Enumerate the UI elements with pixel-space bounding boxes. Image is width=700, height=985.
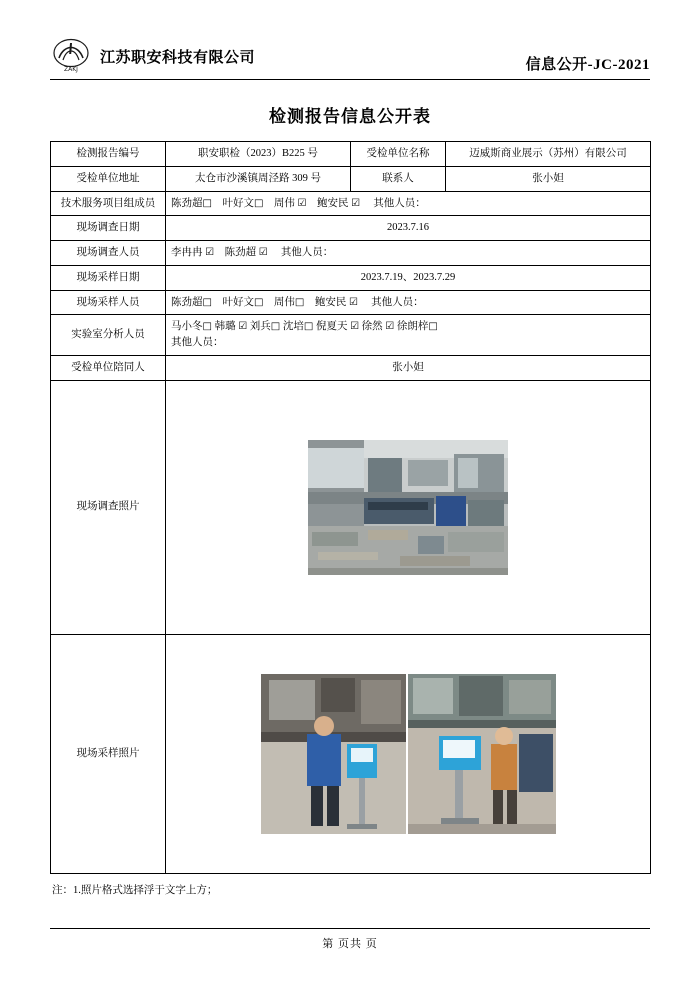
table-row [51,241,651,266]
sampling-people-label: 现场采样人员 [51,290,166,315]
contact-label: 联系人 [351,166,446,191]
table-row [51,216,651,241]
checkbox-empty-icon: □ [253,197,264,209]
company-name: 江苏职安科技有限公司 [100,49,256,66]
lab-people-line [171,319,645,335]
sampling-photo-label: 现场采样照片 [51,634,166,873]
survey-photo-cell [166,380,651,634]
checkbox-checked-icon: ☑ [385,321,395,333]
survey-date-value: 2023.7.16 [166,216,651,241]
table-row-survey-photo [51,380,651,634]
lab-people [166,315,651,356]
checkbox-checked-icon: ☑ [350,321,360,333]
report-info-table [50,141,651,874]
sampling-people [166,290,651,315]
checkbox-empty-icon: □ [428,321,438,333]
survey-people-others-label: 其他人员： [280,247,334,258]
lab-person-4: 沈培□ [282,321,314,333]
checkbox-checked-icon: ☑ [297,197,307,209]
escort-label: 受检单位陪同人 [51,355,166,380]
table-row [51,265,651,290]
checkbox-checked-icon: ☑ [351,197,361,209]
table-row [51,315,651,356]
page-header [50,28,650,80]
checkbox-checked-icon: ☑ [348,296,358,308]
survey-person-2: 陈劲超 ☑ [224,247,268,258]
page-title: 检测报告信息公开表 [269,107,431,126]
team-label: 技术服务项目组成员 [51,191,166,216]
report-no-value: 职安职检（2023）B225 号 [166,142,351,167]
lab-person-3: 刘兵□ [249,321,281,333]
lab-others-label: 其他人员： [171,337,224,348]
checkbox-empty-icon: □ [202,321,212,333]
sampling-date-label: 现场采样日期 [51,265,166,290]
header-left [50,38,255,74]
company-logo-icon [50,38,92,74]
team-others-label: 其他人员： [373,197,426,209]
team-member-4: 鲍安民 ☑ [317,197,361,209]
report-no-label: 检测报告编号 [51,142,166,167]
team-member-2: 叶好文□ [222,197,264,209]
sampling-person-2: 叶好文□ [222,296,264,308]
sampling-photo-cell [166,634,651,873]
table-row [51,142,651,167]
checkbox-empty-icon: □ [303,321,314,333]
team-members [166,191,651,216]
table-row [51,191,651,216]
survey-photo-label: 现场调查照片 [51,380,166,634]
table-row [51,355,651,380]
survey-people-label: 现场调查人员 [51,241,166,266]
table-row [51,166,651,191]
survey-person-1: 李冉冉 ☑ [171,247,215,258]
team-member-3: 周伟 ☑ [273,197,307,209]
page-footer: 第 页共 页 [50,928,650,951]
checkbox-empty-icon: □ [294,296,305,308]
svg-text:ZAKJ: ZAKJ [64,66,78,73]
address-value: 太仓市沙溪镇周泾路 309 号 [166,166,351,191]
checkbox-checked-icon: ☑ [258,247,268,258]
sampling-person-1: 陈劲超□ [171,296,212,308]
lab-person-1: 马小冬□ [171,321,212,333]
checkbox-empty-icon: □ [202,296,212,308]
checkbox-empty-icon: □ [270,321,281,333]
table-row-sampling-photo [51,634,651,873]
sampling-person-3: 周伟□ [273,296,305,308]
escort-value: 张小妲 [166,355,651,380]
lab-person-6: 徐然 ☑ [361,321,395,333]
checkbox-checked-icon: ☑ [205,247,215,258]
document-code: 信息公开-JC-2021 [525,57,650,73]
checkbox-checked-icon: ☑ [238,321,248,333]
lab-person-7: 徐朗梓□ [396,321,438,333]
sampling-people-others-label: 其他人员： [371,296,424,308]
table-notes: 注：1.照片格式选择浮于文字上方； [52,884,218,896]
checkbox-empty-icon: □ [202,197,212,209]
lab-person-5: 倪夏天 ☑ [315,321,360,333]
survey-date-label: 现场调查日期 [51,216,166,241]
lab-label: 实验室分析人员 [51,315,166,356]
lab-person-2: 韩璐 ☑ [214,321,248,333]
checkbox-empty-icon: □ [253,296,264,308]
address-label: 受检单位地址 [51,166,166,191]
sampling-photo-image [261,674,556,834]
contact-value: 张小妲 [446,166,651,191]
survey-photo-image [308,440,508,575]
table-row [51,290,651,315]
survey-people [166,241,651,266]
sampling-date-value: 2023.7.19、2023.7.29 [166,265,651,290]
client-label: 受检单位名称 [351,142,446,167]
sampling-person-4: 鲍安民 ☑ [314,296,358,308]
team-member-1: 陈劲超□ [171,197,212,209]
client-value: 迈威斯商业展示（苏州）有限公司 [446,142,651,167]
